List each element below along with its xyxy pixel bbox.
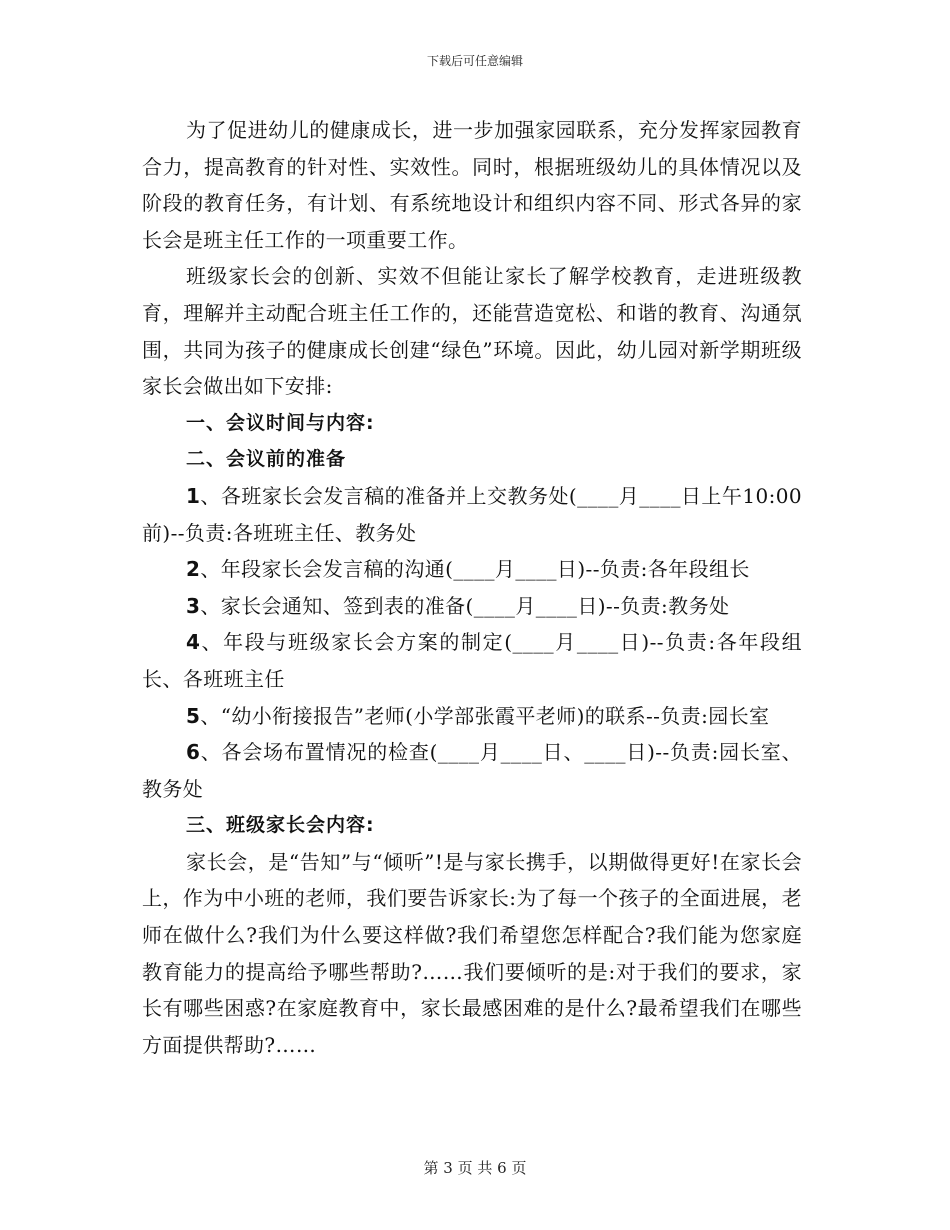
purpose-paragraph: 班级家长会的创新、实效不但能让家长了解学校教育，走进班级教育，理解并主动配合班主任工作的，还能营造宽松、和谐的教育、沟通氛围，共同为孩子的健康成长创建“绿色”环境。因此，幼儿园对新学期班级家长会做出如下安排: [142, 264, 802, 399]
item-text: 、“幼小衔接报告”老师(小学部张霞平老师)的联系--负责:园长室 [200, 703, 770, 728]
item-number: 6 [186, 740, 201, 765]
prep-item-1 [142, 478, 802, 551]
document-body [142, 112, 802, 1063]
prep-item-6 [142, 734, 802, 807]
item-text: 、各班家长会发言稿的准备并上交教务处(____月____日上午10:00前)--负责:各班班主任、教务处 [142, 483, 802, 545]
section-heading-3: 三、班级家长会内容: [186, 814, 375, 837]
prep-item-4 [142, 624, 802, 697]
intro-paragraph: 为了促进幼儿的健康成长，进一步加强家园联系，充分发挥家园教育合力，提高教育的针对性、实效性。同时，根据班级幼儿的具体情况以及阶段的教育任务，有计划、有系统地设计和组织内容不同、形式各异的家长会是班主任工作的一项重要工作。 [142, 118, 802, 252]
item-number: 1 [186, 483, 201, 508]
item-number: 5 [186, 703, 201, 728]
page-header: 下载后可任意编辑 [426, 54, 523, 68]
page-footer: 第 3 页 共 6 页 [423, 1159, 527, 1177]
prep-item-2 [142, 551, 802, 588]
meeting-content-paragraph: 家长会，是“告知”与“倾听”!是与家长携手，以期做得更好!在家长会上，作为中小班的老师，我们要告诉家长:为了每一个孩子的全面进展，老师在做什么?我们为什么要这样做?我们希望您怎样配合?我们能为您家庭教育能力的提高给予哪些帮助?……我们要倾听的是:对于我们的要求，家长有哪些困惑?在家庭教育中，家长最感困难的是什么?最希望我们在哪些方面提供帮助?…… [142, 849, 802, 1057]
item-text: 、各会场布置情况的检查(____月____日、____日)--负责:园长室、教务处 [142, 740, 802, 801]
section-heading-1: 一、会议时间与内容: [186, 411, 375, 434]
item-text: 、年段与班级家长会方案的制定(____月____日)--负责:各年段组长、各班班主任 [142, 630, 802, 691]
item-text: 、家长会通知、签到表的准备(____月____日)--负责:教务处 [200, 593, 730, 618]
item-number: 3 [186, 593, 201, 618]
item-number: 2 [186, 557, 201, 582]
prep-item-3 [142, 588, 802, 625]
item-number: 4 [186, 630, 201, 655]
section-heading-2: 二、会议前的准备 [186, 448, 347, 471]
prep-item-5 [142, 698, 802, 735]
item-text: 、年段家长会发言稿的沟通(____月____日)--负责:各年段组长 [200, 557, 750, 582]
